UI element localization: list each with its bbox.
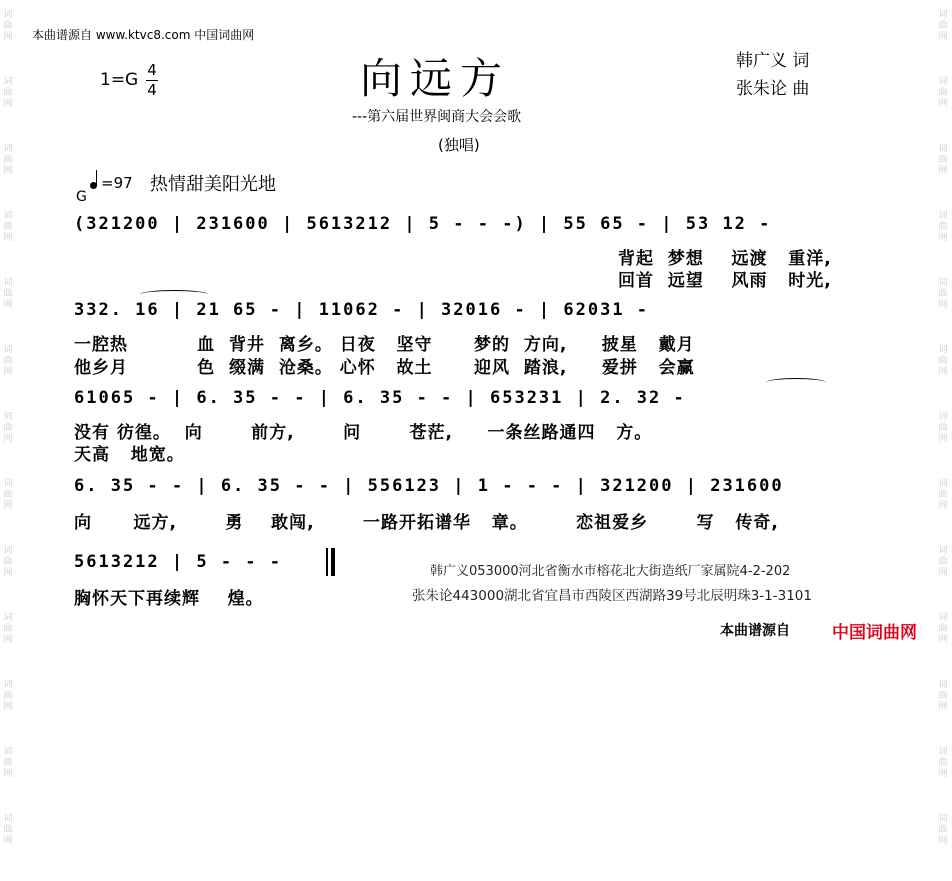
notation-row-3 (74, 386, 886, 414)
note-stem (96, 170, 97, 185)
song-title: 向远方 (360, 54, 511, 103)
lyricist-credit: 韩广义 词 (736, 51, 810, 71)
notation-row-5 (74, 550, 324, 578)
key-signature: 1=G (100, 70, 139, 90)
notation-row-3-notes: 61065 - | 6. 35 - - | 6. 35 - - | 653231 | 2. 32 - (74, 388, 686, 408)
song-subtitle: ---第六届世界闽商大会会歌 (352, 109, 522, 125)
lyric-line-4: 向 远方, 勇 敢闯, 一路开拓谱华 章。 恋祖爱乡 写 传奇, (74, 513, 779, 533)
tempo-note-label: G (76, 189, 87, 205)
left-watermark: 词曲网 词曲网 词曲网 词曲网 词曲网 词曲网 词曲网 词曲网 词曲网 词曲网 词曲网 词曲网 词曲网 (3, 10, 13, 846)
composer-credit: 张朱论 曲 (736, 79, 810, 99)
final-barline-thick (331, 548, 335, 576)
time-signature-top: 4 (147, 61, 157, 79)
lyric-line-5: 胸怀天下再续辉 煌。 (74, 589, 264, 609)
time-signature-bottom: 4 (147, 81, 157, 99)
composer-address: 张朱论443000湖北省宜昌市西陵区西湖路39号北辰明珠3-1-3101 (412, 588, 812, 604)
notation-row-4 (74, 474, 886, 502)
performance-mode: (独唱) (438, 136, 480, 154)
tempo-value: =97 (101, 174, 133, 192)
notation-row-1-notes: (321200 | 231600 | 5613212 | 5 - - -) | 55 65 - | 53 12 - (74, 214, 772, 234)
lyricist-address: 韩广义053000河北省衡水市榕花北大街造纸厂家属院4-2-202 (430, 564, 791, 579)
notation-row-2 (74, 298, 886, 326)
final-barline-thin (326, 548, 328, 576)
source-line: 本曲谱源自 www.ktvc8.com 中国词曲网 (32, 28, 255, 42)
time-signature (146, 62, 158, 99)
notation-row-4-notes: 6. 35 - - | 6. 35 - - | 556123 | 1 - - - | 321200 | 231600 (74, 476, 784, 496)
lyric-line-2a: 一腔热 血 背井 离乡。 日夜 坚守 梦的 方向, 披星 戴月 (74, 335, 695, 355)
lyric-line-1a: 背起 梦想 远渡 重洋, (618, 249, 832, 269)
footer-brand-logo: 中国词曲网 (832, 623, 917, 643)
lyric-line-2b: 他乡月 色 缀满 沧桑。 心怀 故土 迎风 踏浪, 爱拼 会赢 (74, 358, 695, 378)
lyric-line-3a: 没有 彷徨。 向 前方, 问 苍茫, 一条丝路通四 方。 (74, 423, 653, 443)
notation-row-1 (74, 212, 886, 240)
lyric-line-1b: 回首 远望 风雨 时光, (618, 271, 832, 291)
lyric-line-3b: 天高 地宽。 (74, 445, 185, 465)
expression-marking: 热情甜美阳光地 (150, 174, 276, 195)
right-watermark: 词曲网 词曲网 词曲网 词曲网 词曲网 词曲网 词曲网 词曲网 词曲网 词曲网 词曲网 词曲网 词曲网 (938, 10, 948, 846)
footer-source-label: 本曲谱源自 (720, 623, 790, 639)
notation-row-2-notes: 332. 16 | 21 65 - | 11062 - | 32016 - | 62031 - (74, 300, 650, 320)
notation-row-5-notes: 5613212 | 5 - - - (74, 552, 282, 572)
